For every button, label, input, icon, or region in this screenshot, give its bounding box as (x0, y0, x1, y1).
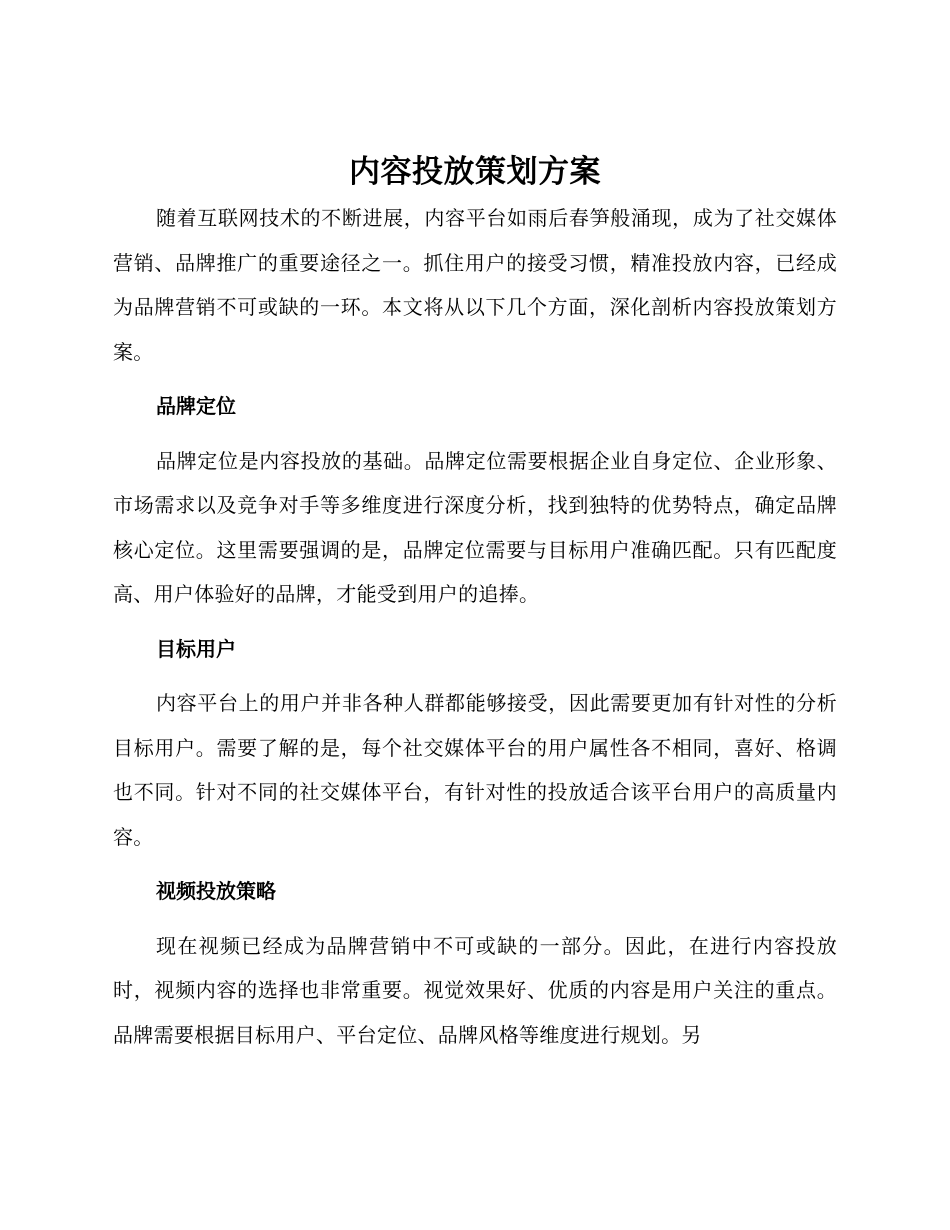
section-heading-target-users: 目标用户 (156, 636, 236, 661)
intro-paragraph: 随着互联网技术的不断进展，内容平台如雨后春笋般涌现，成为了社交媒体营销、品牌推广的重要途径之一。抓住用户的接受习惯，精准投放内容，已经成为品牌营销不可或缺的一环。本文将从以下几个方面，深化剖析内容投放策划方案。 (113, 206, 837, 364)
section-body-video-strategy: 现在视频已经成为品牌营销中不可或缺的一部分。因此，在进行内容投放时，视频内容的选择也非常重要。视觉效果好、优质的内容是用户关注的重点。品牌需要根据目标用户、平台定位、品牌风格等维度进行规划。另 (113, 933, 837, 1047)
section-body-brand-positioning: 品牌定位是内容投放的基础。品牌定位需要根据企业自身定位、企业形象、市场需求以及竞争对手等多维度进行深度分析，找到独特的优势特点，确定品牌核心定位。这里需要强调的是，品牌定位需要与目标用户准确匹配。只有匹配度高、用户体验好的品牌，才能受到用户的追捧。 (113, 448, 837, 606)
section-heading-video-strategy: 视频投放策略 (156, 879, 276, 903)
section-body-target-users: 内容平台上的用户并非各种人群都能够接受，因此需要更加有针对性的分析目标用户。需要了解的是，每个社交媒体平台的用户属性各不相同，喜好、格调也不同。针对不同的社交媒体平台，有针对性的投放适合该平台用户的高质量内容。 (113, 691, 837, 849)
document-page (113, 148, 837, 1057)
section-heading-brand-positioning: 品牌定位 (156, 394, 236, 418)
document-title: 内容投放策划方案 (349, 154, 601, 190)
